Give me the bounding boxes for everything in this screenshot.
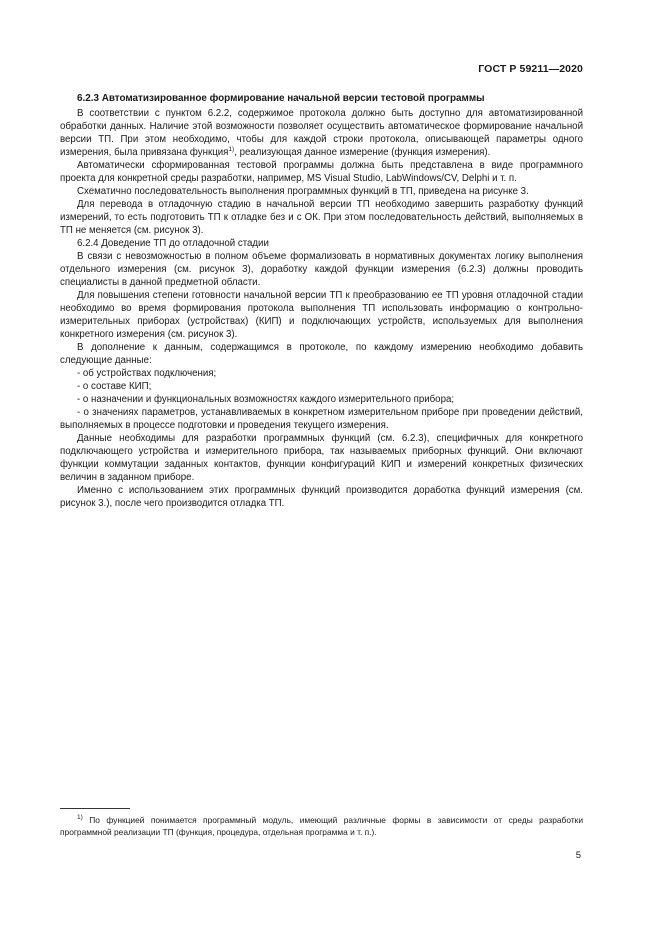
footnote-text: По функцией понимается программный модуль, имеющий различные формы в зависимости от среды разработки программной реализации ТП (функция, процедура, отдельная программа и т. п.). <box>60 815 583 837</box>
footnote-marker: 1) <box>77 814 83 822</box>
page-number: 5 <box>575 850 581 861</box>
paragraph-1 <box>60 107 583 159</box>
list-item: - об устройствах подключения; <box>77 368 217 379</box>
paragraph-2: Автоматически сформированная тестовой программы должна быть представлена в виде программного проекта для конкретной среды разработки, например, MS Visual Studio, LabWindows/CV, Delphi и т. п. <box>60 160 583 184</box>
document-id-header: ГОСТ Р 59211—2020 <box>478 63 583 75</box>
section-heading-6-2-4: 6.2.4 Доведение ТП до отладочной стадии <box>77 238 269 249</box>
footnote-divider <box>60 808 130 809</box>
footnote <box>60 814 583 838</box>
paragraph-9: Именно с использованием этих программных функций производится доработка функций измерения (см. рисунок 3.), после чего производится отладка ТП. <box>60 485 583 509</box>
paragraph-4: Для перевода в отладочную стадию в начальной версии ТП необходимо завершить разработку функций измерений, то есть подготовить ТП к отладке без и с ОК. При этом последовательность действий, выполняемых в ТП не меняется (см. рисунок 3). <box>60 199 583 236</box>
document-body <box>60 92 583 510</box>
paragraph-1-text: В соответствии с пунктом 6.2.2, содержимое протокола должно быть доступно для автоматизированной обработки данных. Наличие этой возможности позволяет осуществить автоматическое формирование начальной версии ТП. При этом необходимо, чтобы для каждой строки протокола, описывающей параметры одного измерения, была привязана функция <box>60 108 583 158</box>
footnote-ref: 1) <box>228 145 235 153</box>
list-item: - о составе КИП; <box>77 381 152 392</box>
section-heading-6-2-3: 6.2.3 Автоматизированное формирование начальной версии тестовой программы <box>77 93 485 104</box>
paragraph-8: Данные необходимы для разработки программных функций (см. 6.2.3), специфичных для конкретного подключающего устройства и измерительного прибора, так называемых приборных функций. Они включают функции коммутации заданных контактов, функции конфигураций КИП и измерений конкретных физических величин в заданном приборе. <box>60 433 583 483</box>
list-item: - о значениях параметров, устанавливаемых в конкретном измерительном приборе при проведении действий, выполняемых в процессе подготовки и проведения текущего измерения. <box>60 407 583 431</box>
paragraph-1-text-end: , реализующая данное измерение (функция измерения). <box>234 147 491 158</box>
paragraph-7: В дополнение к данным, содержащимся в протоколе, по каждому измерению необходимо добавить следующие данные: <box>60 342 583 366</box>
list-item: - о назначении и функциональных возможностях каждого измерительного прибора; <box>77 394 455 405</box>
paragraph-3: Схематично последовательность выполнения программных функций в ТП, приведена на рисунке 3. <box>77 186 529 197</box>
paragraph-5: В связи с невозможностью в полном объеме формализовать в нормативных документах логику выполнения отдельного измерения (см. рисунок 3), доработку каждой функции измерения (6.2.3) должны проводить специалисты в данной предметной области. <box>60 251 583 288</box>
paragraph-6: Для повышения степени готовности начальной версии ТП к преобразованию ее ТП уровня отладочной стадии необходимо во время формирования протокола выполнения ТП использовать информацию о контрольно-измерительных приборах (устройствах) (КИП) и подключающих устройств, используемых для выполнения конкретного измерения (см. рисунок 3). <box>60 290 583 340</box>
